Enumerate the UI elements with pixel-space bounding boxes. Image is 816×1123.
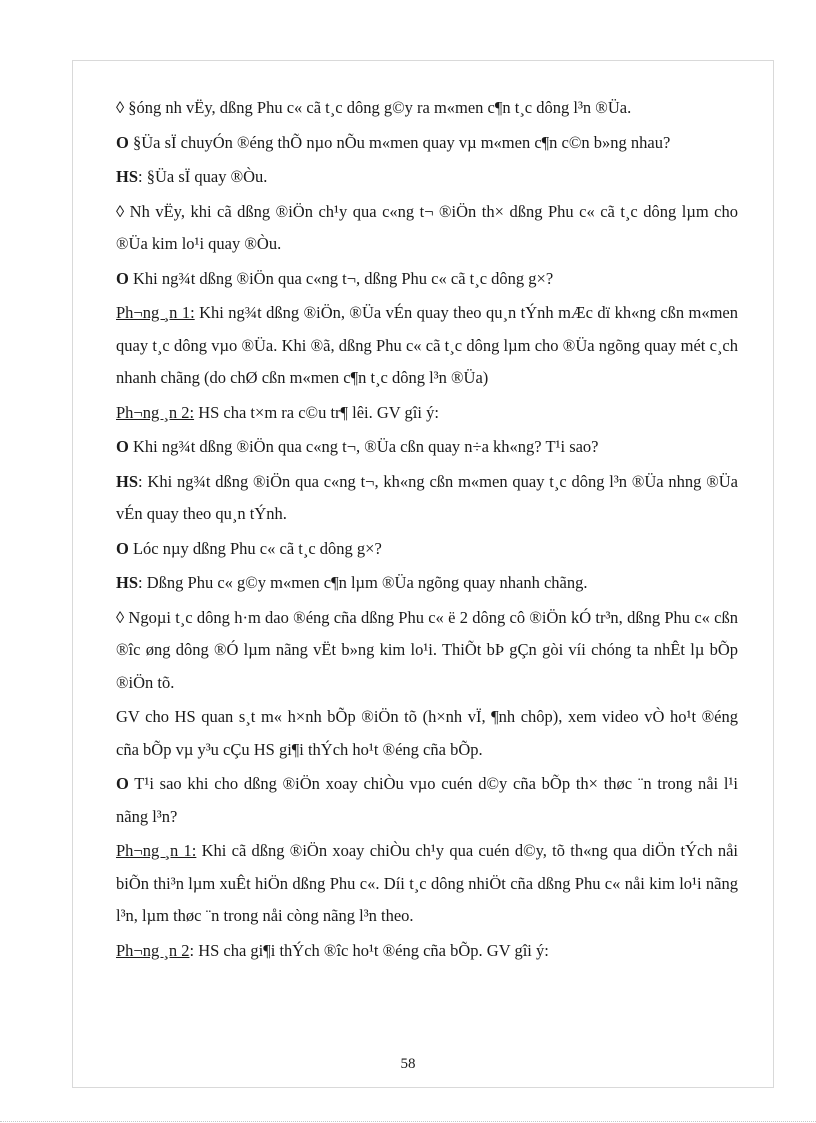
role-marker: HS [116,471,139,491]
paragraph [116,92,738,125]
paragraph-text: Khi ng¾t dßng ®iÖn, ®Üa vÉn quay theo qu¸n tÝnh mÆc dï kh«ng cßn m«men quay t¸c dông vµo ®Üa. Khi ®ã, dßng Phu c« cã t¸c dông lµm cho ®Üa ngõng quay mét c¸ch nhanh chãng (do chØ cßn m«men c¶n t¸c dông l³n ®Üa) [116,303,738,387]
paragraph-text: GV cho HS quan s¸t m« h×nh bÕp ®iÖn tõ (h×nh vÏ, ¶nh chôp), xem video vÒ ho¹t ®éng cña bÕp vµ y³u cÇu HS gi¶i thÝch ho¹t ®éng cña bÕp. [116,707,738,759]
option-paragraph [116,935,738,968]
role-marker: HS [116,573,139,592]
paragraph-text: T¹i sao khi cho dßng ®iÖn xoay chiÒu vµo cuén d©y cña bÕp th× thøc ¨n trong nåi l¹i nãng l³n? [116,774,738,826]
document-body [116,92,738,969]
option-label: Ph¬ng ¸n 2: [116,402,195,422]
paragraph-text: ◊ Ngoµi t¸c dông h·m dao ®éng cña dßng Phu c« ë 2 dông cô ®iÖn kÓ tr³n, dßng Phu c« cßn ®îc øng dông ®Ó lµm nãng vËt b»ng kim lo¹i. ThiÕt bÞ gÇn gòi víi chóng ta nhÊt lµ bÕp ®iÖn tõ. [116,607,738,692]
option-paragraph [116,297,738,395]
student-answer-paragraph [116,567,738,600]
role-marker: O [116,132,129,152]
role-marker: O [116,268,129,288]
option-paragraph [116,835,738,933]
paragraph-text: Khi ng¾t dßng ®iÖn qua c«ng t¬, dßng Phu c« cã t¸c dông g×? [128,268,554,288]
question-paragraph [116,127,738,160]
role-marker: O [116,774,129,793]
footer-divider [0,1121,816,1122]
paragraph-text: : Dßng Phu c« g©y m«men c¶n lµm ®Üa ngõng quay nhanh chãng. [138,573,588,592]
paragraph-text: Khi ng¾t dßng ®iÖn qua c«ng t¬, ®Üa cßn quay n÷a kh«ng? T¹i sao? [128,437,599,456]
question-paragraph [116,768,738,833]
role-marker: O [116,437,129,456]
paragraph-text: : §Üa sÏ quay ®Òu. [138,167,268,186]
paragraph-text: §Üa sÏ chuyÓn ®éng thÕ nµo nÕu m«men quay vµ m«men c¶n c©n b»ng nhau? [128,132,671,152]
student-answer-paragraph [116,161,738,194]
question-paragraph [116,263,738,296]
student-answer-paragraph [116,466,738,531]
option-label: Ph¬ng ¸n 1: [116,841,197,860]
paragraph [116,196,738,261]
question-paragraph [116,431,738,464]
paragraph-text: : HS cha gi¶i thÝch ®îc ho¹t ®éng cña bÕp. GV gîi ý: [189,940,549,960]
paragraph-text: Lóc nµy dßng Phu c« cã t¸c dông g×? [128,538,382,558]
role-marker: O [116,538,129,558]
paragraph [116,602,738,700]
question-paragraph [116,533,738,566]
paragraph-text: : Khi ng¾t dßng ®iÖn qua c«ng t¬, kh«ng cßn m«men quay t¸c dông l³n ®Üa nhng ®Üa vÉn quay theo qu¸n tÝnh. [116,471,738,523]
role-marker: HS [116,167,139,186]
option-label: Ph¬ng ¸n 1: [116,303,195,322]
paragraph-text: Khi cã dßng ®iÖn xoay chiÒu ch¹y qua cuén d©y, tõ th«ng qua diÖn tÝch nåi biÕn thi³n lµm xuÊt hiÖn dßng Phu c«. Díi t¸c dông nhiÖt cña dßng Phu c« nåi kim lo¹i nãng l³n, lµm thøc ¨n trong nåi còng nãng l³n theo. [116,841,738,925]
option-label: Ph¬ng ¸n 2 [116,940,190,960]
paragraph-text: ◊ Nh vËy, khi cã dßng ®iÖn ch¹y qua c«ng t¬ ®iÖn th× dßng Phu c« cã t¸c dông lµm cho ®Üa kim lo¹i quay ®Òu. [116,201,738,253]
paragraph [116,701,738,766]
paragraph-text: HS cha t×m ra c©u tr¶ lêi. GV gîi ý: [194,402,439,422]
page-number: 58 [400,1056,416,1072]
paragraph-text: ◊ §óng nh vËy, dßng Phu c« cã t¸c dông g©y ra m«men c¶n t¸c dông l³n ®Üa. [116,98,632,117]
option-paragraph [116,397,738,430]
